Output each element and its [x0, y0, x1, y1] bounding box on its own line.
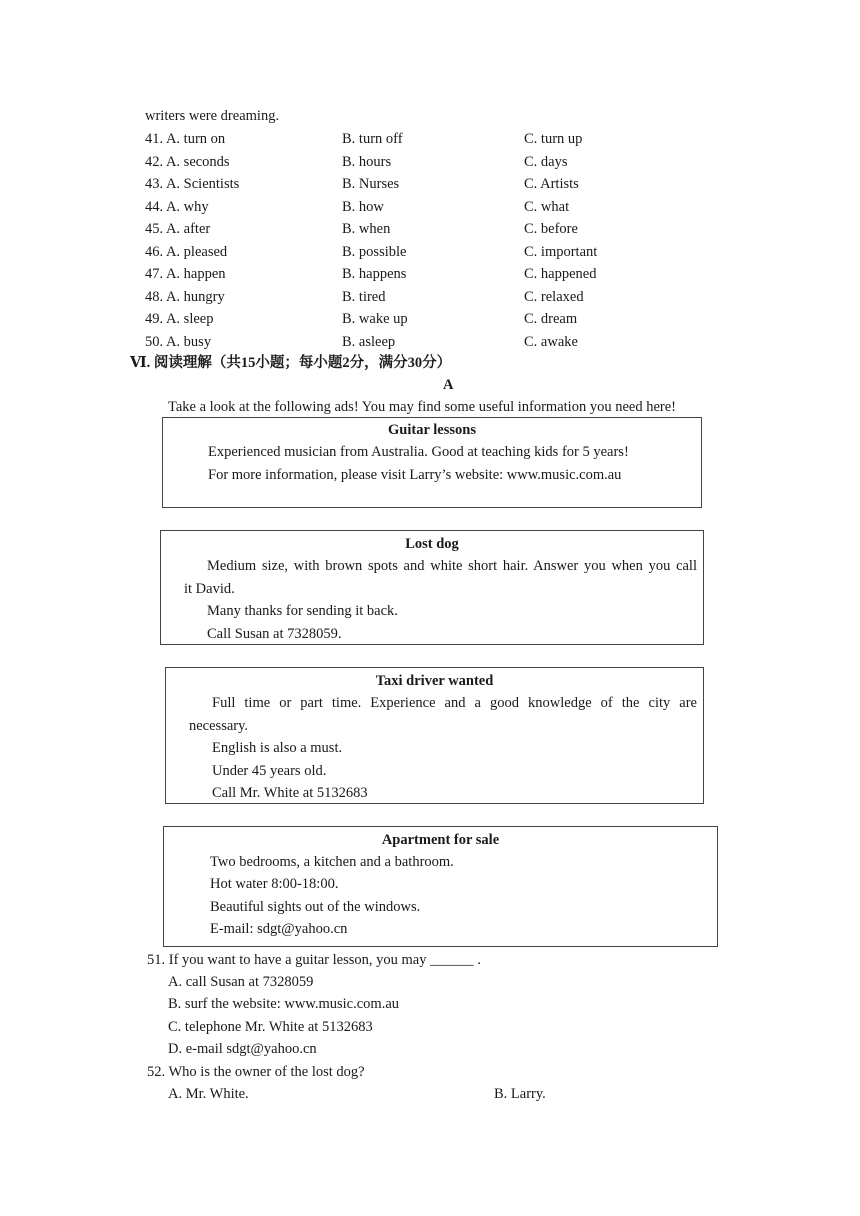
ad-text: E-mail: sdgt@yahoo.cn — [210, 921, 348, 937]
ad-text: For more information, please visit Larry’s website: www.music.com.au — [208, 467, 622, 483]
ad-lost-dog — [160, 530, 704, 645]
ad-text: Experienced musician from Australia. Good at teaching kids for 5 years! — [208, 444, 629, 460]
cloze-option-b: B. wake up — [342, 311, 408, 327]
question-51-option-c: C. telephone Mr. White at 5132683 — [168, 1019, 373, 1035]
cloze-option-a: 46. A. pleased — [145, 243, 228, 260]
cloze-option-c: C. days — [524, 153, 568, 170]
ad-text: necessary. — [189, 718, 249, 734]
question-51-option-a: A. call Susan at 7328059 — [168, 974, 314, 990]
cloze-option-c: C. important — [524, 243, 598, 260]
ad-text: Under 45 years old. — [212, 763, 327, 779]
ad-guitar-lessons — [162, 417, 702, 508]
cloze-option-a: 42. A. seconds — [145, 153, 230, 170]
ad-text: Medium size, with brown spots and white short hair. Answer you when you call — [207, 558, 697, 574]
ad-title: Taxi driver wanted — [375, 673, 494, 689]
cloze-option-b: B. asleep — [342, 333, 396, 350]
ad-title: Guitar lessons — [388, 422, 476, 438]
cloze-option-c: C. relaxed — [524, 288, 584, 305]
question-52-stem: 52. Who is the owner of the lost dog? — [147, 1064, 365, 1080]
ad-taxi-driver — [165, 667, 704, 804]
ad-text: Hot water 8:00-18:00. — [210, 876, 339, 892]
cloze-option-c: C. Artists — [524, 176, 579, 192]
cloze-option-a: 45. A. after — [145, 221, 211, 237]
ad-text: Call Susan at 7328059. — [207, 626, 342, 642]
section-heading: Ⅵ. 阅读理解（共15小题；每小题2分，满分30分） — [130, 355, 452, 371]
cloze-option-a: 41. A. turn on — [145, 131, 226, 147]
cloze-option-a: 48. A. hungry — [145, 288, 225, 305]
intro-line: writers were dreaming. — [145, 108, 280, 124]
cloze-option-b: B. possible — [342, 243, 407, 260]
question-52-option-b: B. Larry. — [494, 1086, 546, 1102]
ad-text: Many thanks for sending it back. — [207, 603, 398, 619]
ad-text: Beautiful sights out of the windows. — [210, 899, 421, 915]
cloze-option-a: 50. A. busy — [145, 333, 212, 350]
reading-intro: Take a look at the following ads! You may find some useful information you need here! — [168, 399, 676, 415]
cloze-option-b: B. how — [342, 198, 384, 215]
cloze-option-c: C. awake — [524, 333, 578, 350]
cloze-option-b: B. when — [342, 221, 391, 237]
question-52-option-a: A. Mr. White. — [168, 1086, 249, 1102]
cloze-option-c: C. turn up — [524, 131, 583, 147]
ad-text: Full time or part time. Experience and a good knowledge of the city are — [212, 695, 697, 711]
cloze-option-c: C. what — [524, 198, 570, 215]
cloze-option-b: B. hours — [342, 153, 392, 170]
ad-text: Two bedrooms, a kitchen and a bathroom. — [210, 854, 454, 870]
ad-title: Lost dog — [405, 536, 459, 552]
cloze-option-b: B. Nurses — [342, 176, 400, 192]
part-label: A — [443, 377, 454, 393]
cloze-option-a: 47. A. happen — [145, 266, 226, 282]
cloze-option-c: C. happened — [524, 266, 597, 282]
ad-text: Call Mr. White at 5132683 — [212, 785, 368, 801]
question-51-option-d: D. e-mail sdgt@yahoo.cn — [168, 1041, 317, 1057]
question-51-stem: 51. If you want to have a guitar lesson, you may ______ . — [147, 952, 481, 968]
ad-title: Apartment for sale — [381, 832, 500, 848]
cloze-option-a: 44. A. why — [145, 198, 209, 215]
cloze-option-c: C. before — [524, 221, 578, 237]
cloze-option-b: B. tired — [342, 288, 386, 305]
cloze-option-b: B. turn off — [342, 131, 403, 147]
ad-text: English is also a must. — [212, 740, 343, 756]
ad-apartment — [163, 826, 718, 947]
cloze-option-b: B. happens — [342, 266, 407, 282]
cloze-option-a: 49. A. sleep — [145, 311, 214, 327]
ad-text: it David. — [184, 581, 235, 597]
cloze-option-c: C. dream — [524, 311, 578, 327]
cloze-option-a: 43. A. Scientists — [145, 176, 240, 192]
question-51-option-b: B. surf the website: www.music.com.au — [168, 996, 400, 1012]
